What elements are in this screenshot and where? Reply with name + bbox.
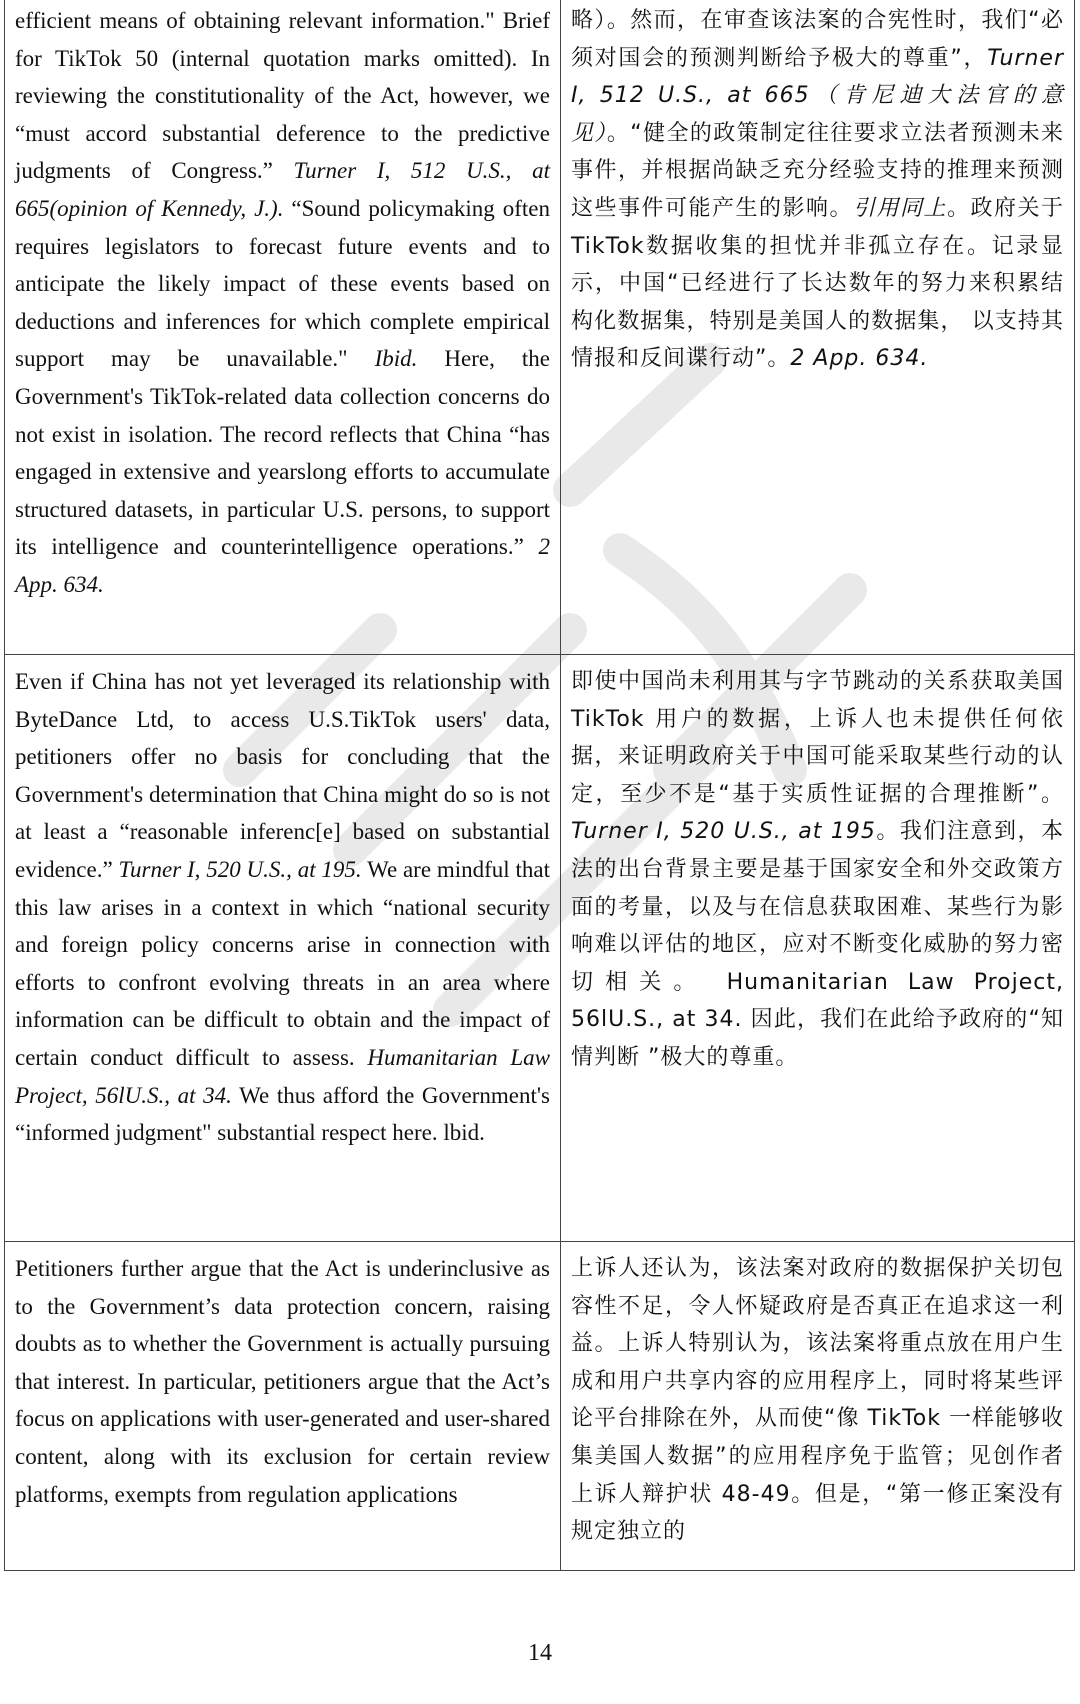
text-run: Here, the Government's TikTok-related data collection concerns do not exist in isolation. The record reflects that China “has engaged in extensive and yearslong efforts to accumulate structured datasets, in particular U.S. persons, to support its intelligence and counterintelligence operations.” [15, 346, 550, 560]
table-row [5, 0, 1075, 655]
bilingual-text-table [4, 0, 1075, 1571]
chinese-cell [561, 0, 1075, 655]
english-paragraph [15, 1250, 550, 1513]
english-cell [5, 0, 561, 655]
citation: Turner I, 512 U.S., at 665（肯尼迪大法官的意见） [571, 45, 1064, 146]
text-run: We are mindful that this law arises in a context in which “national security and foreign policy concerns arise in connection with efforts to confront evolving threats in an area where information can be difficult to obtain and the impact of certain conduct difficult to assess. [15, 856, 551, 1070]
citation: Turner I, 512 U.S., at 665(opinion of Kennedy, J.). [15, 158, 550, 221]
chinese-cell [561, 1242, 1075, 1571]
text-run: 。我们注意到，本法的出台背景主要是基于国家安全和外交政策方面的考量，以及与在信息获取困难、某些行为影响难以评估的地区，应对不断变化威胁的努力密切相关。 Humanitarian Law Project, 56lU.S., at 34. 因此，我们在此给予政府的“知情判断 ”极大的尊重。 [571, 819, 1064, 1070]
table-row [5, 1242, 1075, 1571]
text-run: 略）。然而，在审查该法案的合宪性时，我们“必须对国会的预测判断给予极大的尊重”， [571, 8, 1064, 71]
chinese-paragraph [571, 663, 1064, 1077]
text-run: Even if China has not yet leveraged its relationship with ByteDance Ltd, to access U.S.TikTok users' data, petitioners offer no basis for concluding that the Government's determination that China might do so is not at least a “reasonable inferenc[e] based on substantial evidence.” [15, 669, 550, 882]
english-cell [5, 655, 561, 1242]
text-run: We thus afford the Government's “informed judgment" substantial respect here. lbid. [15, 1082, 550, 1146]
citation: Humanitarian Law Project, 56lU.S., at 34. [15, 1044, 551, 1108]
citation: Turner I, 520 U.S., at 195 [571, 819, 876, 845]
chinese-paragraph [571, 1250, 1064, 1551]
text-run: efficient means of obtaining relevant information." Brief for TikTok 50 (internal quotation marks omitted). In reviewing the constitutionality of the Act, however, we “must accord substantial deference to the predictive judgments of Congress.” [15, 8, 550, 184]
english-paragraph [15, 2, 550, 604]
text-run: 即使中国尚未利用其与字节跳动的关系获取美国 TikTok 用户的数据，上诉人也未提供任何依据，来证明政府关于中国可能采取某些行动的认定，至少不是“基于实质性证据的合理推断”。 [571, 669, 1064, 807]
citation: 引用同上 [852, 195, 947, 221]
text-run: 上诉人还认为，该法案对政府的数据保护关切包容性不足，令人怀疑政府是否真正在追求这一利益。上诉人特别认为，该法案将重点放在用户生成和用户共享内容的应用程序上，同时将某些评论平台排除在外，从而使“像 TikTok 一样能够收集美国人数据”的应用程序免于监管；见创作者上诉人辩护状 48-49。但是，“第一修正案没有规定独立的 [571, 1256, 1064, 1545]
text-run: 。政府关于TikTok数据收集的担忧并非孤立存在。记录显示，中国“已经进行了长达数年的努力来积累结构化数据集，特别是美国人的数据集， 以支持其情报和反间谍行动”。 [571, 195, 1064, 372]
text-run: 。“健全的政策制定往往要求立法者预测未来事件，并根据尚缺乏充分经验支持的推理来预测这些事件可能产生的影响。 [571, 120, 1064, 221]
citation: Ibid. [374, 346, 418, 372]
text-run: Petitioners further argue that the Act is underinclusive as to the Government’s data protection concern, raising doubts as to whether the Government is actually pursuing that interest. In particular, petitioners argue that the Act’s focus on applications with user-generated and user-shared content, along with its exclusion for certain review platforms, exempts from regulation applications [15, 1256, 550, 1507]
page-number: 14 [528, 1640, 552, 1666]
citation: Turner I, 520 U.S., at 195. [118, 856, 362, 882]
table-row [5, 655, 1075, 1242]
text-run: “Sound policymaking often requires legislators to forecast future events and to anticipate the likely impact of these events based on deductions and inferences for which complete empirical support may be unavailable." [15, 195, 550, 372]
chinese-paragraph [571, 2, 1064, 378]
citation: 2 App. 634. [790, 346, 929, 372]
english-paragraph [15, 663, 550, 1152]
chinese-cell [561, 655, 1075, 1242]
english-cell [5, 1242, 561, 1571]
citation: 2 App. 634. [15, 534, 550, 597]
